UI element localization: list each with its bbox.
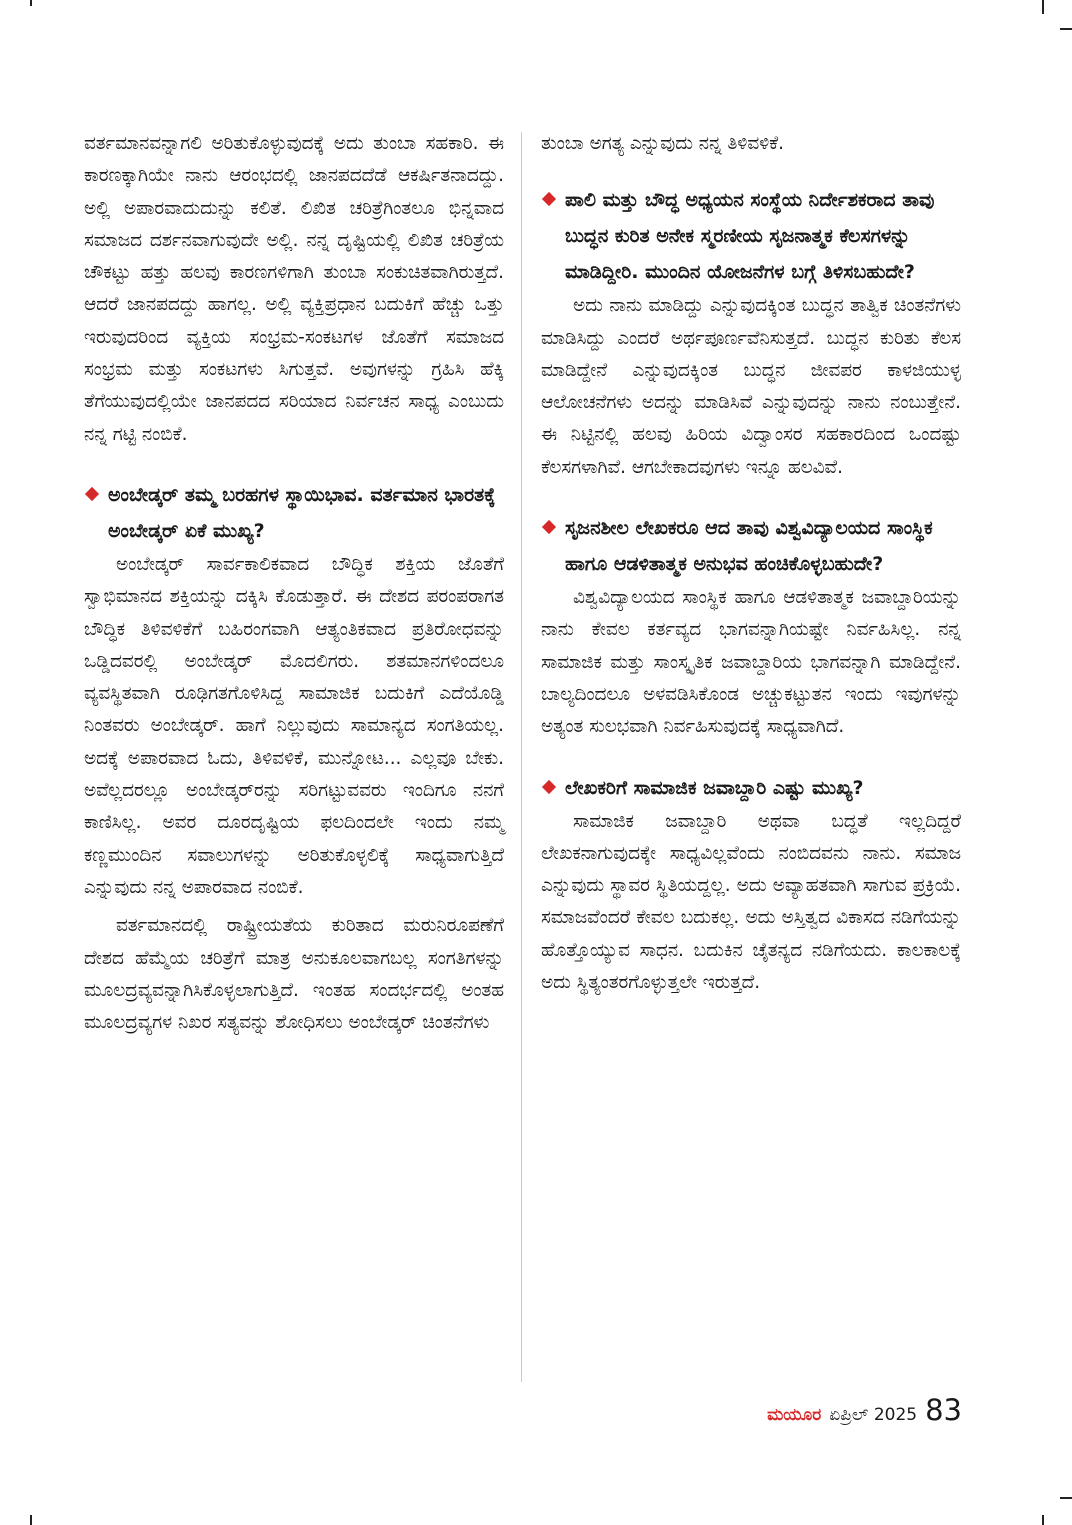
bullet-diamond-icon	[542, 779, 556, 793]
left-paragraph-2: ಅಂಬೇಡ್ಕರ್ ಸಾರ್ವಕಾಲಿಕವಾದ ಬೌದ್ಧಿಕ ಶಕ್ತಿಯ ಜೊತೆಗೆ ಸ್ವಾಭಿಮಾನದ ಶಕ್ತಿಯನ್ನು ದಕ್ಕಿಸಿ ಕೊಡುತ್ತಾರೆ. ಈ ದೇಶದ ಪರಂಪರಾಗತ ಬೌದ್ಧಿಕ ತಿಳಿವಳಿಕೆಗೆ ಬಹಿರಂಗವಾಗಿ ಆತ್ಯಂತಿಕವಾದ ಪ್ರತಿರೋಧವನ್ನು ಒಡ್ಡಿದವರಲ್ಲಿ ಅಂಬೇಡ್ಕರ್ ಮೊದಲಿಗರು. ಶತಮಾನಗಳಿಂದಲೂ ವ್ಯವಸ್ಥಿತವಾಗಿ ರೂಢಿಗತಗೊಳಿಸಿದ್ದ ಸಾಮಾಜಿಕ ಬದುಕಿಗೆ ಎದೆಯೊಡ್ಡಿ ನಿಂತವರು ಅಂಬೇಡ್ಕರ್. ಹಾಗೆ ನಿಲ್ಲುವುದು ಸಾಮಾನ್ಯದ ಸಂಗತಿಯಲ್ಲ. ಅದಕ್ಕೆ ಅಪಾರವಾದ ಓದು, ತಿಳಿವಳಿಕೆ, ಮುನ್ನೋಟ... ಎಲ್ಲವೂ ಬೇಕು. ಅವೆಲ್ಲದರಲ್ಲೂ ಅಂಬೇಡ್ಕರ್‌ರನ್ನು ಸರಿಗಟ್ಟುವವರು ಇಂದಿಗೂ ನನಗೆ ಕಾಣಿಸಿಲ್ಲ. ಅವರ ದೂರದೃಷ್ಟಿಯ ಫಲದಿಂದಲೇ ಇಂದು ನಮ್ಮ ಕಣ್ಣಮುಂದಿನ ಸವಾಲುಗಳನ್ನು ಅರಿತುಕೊಳ್ಳಲಿಕ್ಕೆ ಸಾಧ್ಯವಾಗುತ್ತಿದೆ ಎನ್ನುವುದು ನನ್ನ ಅಪಾರವಾದ ನಂಬಿಕೆ.	[84, 553, 504, 898]
issue-date: ಏಪ್ರಿಲ್ 2025	[829, 1405, 918, 1425]
left-paragraph-3: ವರ್ತಮಾನದಲ್ಲಿ ರಾಷ್ಟ್ರೀಯತೆಯ ಕುರಿತಾದ ಮರುನಿರೂಪಣೆಗೆ ದೇಶದ ಹೆಮ್ಮೆಯ ಚರಿತ್ರೆಗೆ ಮಾತ್ರ ಅನುಕೂಲವಾಗಬಲ್ಲ ಸಂಗತಿಗಳನ್ನು ಮೂಲದ್ರವ್ಯವನ್ನಾಗಿಸಿಕೊಳ್ಳಲಾಗುತ್ತಿದೆ. ಇಂತಹ ಸಂದರ್ಭದಲ್ಲಿ ಅಂತಹ ಮೂಲದ್ರವ್ಯಗಳ ನಿಖರ ಸತ್ಯವನ್ನು ಶೋಧಿಸಲು ಅಂಬೇಡ್ಕರ್ ಚಿಂತನೆಗಳು	[84, 915, 504, 1034]
left-question-1	[84, 477, 504, 549]
bullet-diamond-icon	[542, 192, 556, 206]
bullet-diamond-icon	[542, 520, 556, 534]
left-question-1-text: ಅಂಬೇಡ್ಕರ್ ತಮ್ಮ ಬರಹಗಳ ಸ್ಥಾಯಿಭಾವ. ವರ್ತಮಾನ ಭಾರತಕ್ಕೆ ಅಂಬೇಡ್ಕರ್ ಏಕೆ ಮುಖ್ಯ?	[108, 483, 496, 542]
right-question-2-text: ಸೃಜನಶೀಲ ಲೇಖಕರೂ ಆದ ತಾವು ವಿಶ್ವವಿದ್ಯಾಲಯದ ಸಾಂಸ್ಥಿಕ ಹಾಗೂ ಆಡಳಿತಾತ್ಮಕ ಅನುಭವ ಹಂಚಿಕೊಳ್ಳಬಹುದೇ?	[565, 517, 933, 576]
crop-mark-top-left	[30, 0, 32, 6]
right-question-3	[541, 770, 961, 806]
crop-mark-bottom-left	[30, 1515, 32, 1525]
right-question-2	[541, 510, 961, 582]
page-footer	[767, 1393, 962, 1427]
right-question-3-text: ಲೇಖಕರಿಗೆ ಸಾಮಾಜಿಕ ಜವಾಬ್ದಾರಿ ಎಷ್ಟು ಮುಖ್ಯ?	[565, 776, 864, 799]
crop-mark-right-lower	[1060, 1497, 1072, 1499]
bullet-diamond-icon	[85, 487, 99, 501]
column-divider	[521, 132, 522, 1382]
left-paragraph-1: ವರ್ತಮಾನವನ್ನಾಗಲಿ ಅರಿತುಕೊಳ್ಳುವುದಕ್ಕೆ ಅದು ತುಂಬಾ ಸಹಕಾರಿ. ಈ ಕಾರಣಕ್ಕಾಗಿಯೇ ನಾನು ಆರಂಭದಲ್ಲಿ ಜಾನಪದದೆಡೆ ಆಕರ್ಷಿತನಾದದ್ದು. ಅಲ್ಲಿ ಅಪಾರವಾದುದುನ್ನು ಕಲಿತೆ. ಲಿಖಿತ ಚರಿತ್ರೆಗಿಂತಲೂ ಭಿನ್ನವಾದ ಸಮಾಜದ ದರ್ಶನವಾಗುವುದೇ ಅಲ್ಲಿ. ನನ್ನ ದೃಷ್ಟಿಯಲ್ಲಿ ಲಿಖಿತ ಚರಿತ್ರೆಯ ಚೌಕಟ್ಟು ಹತ್ತು ಹಲವು ಕಾರಣಗಳಿಗಾಗಿ ತುಂಬಾ ಸಂಕುಚಿತವಾಗಿರುತ್ತದೆ. ಆದರೆ ಜಾನಪದದ್ದು ಹಾಗಲ್ಲ. ಅಲ್ಲಿ ವ್ಯಕ್ತಿಪ್ರಧಾನ ಬದುಕಿಗೆ ಹೆಚ್ಚು ಒತ್ತು ಇರುವುದರಿಂದ ವ್ಯಕ್ತಿಯ ಸಂಭ್ರಮ-ಸಂಕಟಗಳ ಜೊತೆಗೆ ಸಮಾಜದ ಸಂಭ್ರಮ ಮತ್ತು ಸಂಕಟಗಳು ಸಿಗುತ್ತವೆ. ಅವುಗಳನ್ನು ಗ್ರಹಿಸಿ ಹೆಕ್ಕಿ ತೆಗೆಯುವುದಲ್ಲಿಯೇ ಜಾನಪದದ ಸರಿಯಾದ ನಿರ್ವಚನ ಸಾಧ್ಯ ಎಂಬುದು ನನ್ನ ಗಟ್ಟಿ ನಂಬಿಕೆ.	[84, 133, 504, 445]
right-paragraph-4: ಸಾಮಾಜಿಕ ಜವಾಬ್ದಾರಿ ಅಥವಾ ಬದ್ಧತೆ ಇಲ್ಲದಿದ್ದರೆ ಲೇಖಕನಾಗುವುದಕ್ಕೇ ಸಾಧ್ಯವಿಲ್ಲವೆಂದು ನಂಬಿದವನು ನಾನು. ಸಮಾಜ ಎನ್ನುವುದು ಸ್ಥಾವರ ಸ್ಥಿತಿಯದ್ದಲ್ಲ. ಅದು ಅವ್ಯಾಹತವಾಗಿ ಸಾಗುವ ಪ್ರಕ್ರಿಯೆ. ಸಮಾಜವೆಂದರೆ ಕೇವಲ ಬದುಕಲ್ಲ. ಅದು ಅಸ್ತಿತ್ವದ ವಿಕಾಸದ ನಡಿಗೆಯನ್ನು ಹೊತ್ತೊಯ್ಯುವ ಸಾಧನ. ಬದುಕಿನ ಚೈತನ್ಯದ ನಡಿಗೆಯದು. ಕಾಲಕಾಲಕ್ಕೆ ಅದು ಸ್ಥಿತ್ಯಂತರಗೊಳ್ಳುತ್ತಲೇ ಇರುತ್ತದೆ.	[541, 810, 961, 994]
magazine-logo: ಮಯೂರ	[767, 1405, 822, 1425]
right-question-1	[541, 182, 961, 290]
left-column	[84, 128, 504, 1039]
page-number: 83	[925, 1393, 962, 1427]
right-paragraph-2: ಅದು ನಾನು ಮಾಡಿದ್ದು ಎನ್ನುವುದಕ್ಕಿಂತ ಬುದ್ಧನ ತಾತ್ವಿಕ ಚಿಂತನೆಗಳು ಮಾಡಿಸಿದ್ದು ಎಂದರೆ ಅರ್ಥಪೂರ್ಣವೆನಿಸುತ್ತದೆ. ಬುದ್ಧನ ಕುರಿತು ಕೆಲಸ ಮಾಡಿದ್ದೇನೆ ಎನ್ನುವುದಕ್ಕಿಂತ ಬುದ್ಧನ ಜೀವಪರ ಕಾಳಜಿಯುಳ್ಳ ಆಲೋಚನೆಗಳು ಅದನ್ನು ಮಾಡಿಸಿವೆ ಎನ್ನುವುದನ್ನು ನಾನು ನಂಬುತ್ತೇನೆ. ಈ ನಿಟ್ಟಿನಲ್ಲಿ ಹಲವು ಹಿರಿಯ ವಿದ್ವಾಂಸರ ಸಹಕಾರದಿಂದ ಒಂದಷ್ಟು ಕೆಲಸಗಳಾಗಿವೆ. ಆಗಬೇಕಾದವುಗಳು ಇನ್ನೂ ಹಲವಿವೆ.	[541, 295, 961, 478]
right-paragraph-1: ತುಂಬಾ ಅಗತ್ಯ ಎನ್ನುವುದು ನನ್ನ ತಿಳಿವಳಿಕೆ.	[541, 133, 785, 154]
right-paragraph-3: ವಿಶ್ವವಿದ್ಯಾಲಯದ ಸಾಂಸ್ಥಿಕ ಹಾಗೂ ಆಡಳಿತಾತ್ಮಕ ಜವಾಬ್ದಾರಿಯನ್ನು ನಾನು ಕೇವಲ ಕರ್ತವ್ಯದ ಭಾಗವನ್ನಾಗಿಯಷ್ಟೇ ನಿರ್ವಹಿಸಿಲ್ಲ. ನನ್ನ ಸಾಮಾಜಿಕ ಮತ್ತು ಸಾಂಸ್ಕೃತಿಕ ಜವಾಬ್ದಾರಿಯ ಭಾಗವನ್ನಾಗಿ ಮಾಡಿದ್ದೇನೆ. ಬಾಲ್ಯದಿಂದಲೂ ಅಳವಡಿಸಿಕೊಂಡ ಅಚ್ಚುಕಟ್ಟುತನ ಇಂದು ಇವುಗಳನ್ನು ಅತ್ಯಂತ ಸುಲಭವಾಗಿ ನಿರ್ವಹಿಸುವುದಕ್ಕೆ ಸಾಧ್ಯವಾಗಿದೆ.	[541, 587, 961, 738]
crop-mark-top-right	[1042, 0, 1044, 14]
crop-mark-bottom-right	[1042, 1515, 1044, 1525]
right-column	[541, 128, 961, 999]
right-question-1-text: ಪಾಲಿ ಮತ್ತು ಬೌದ್ಧ ಅಧ್ಯಯನ ಸಂಸ್ಥೆಯ ನಿರ್ದೇಶಕರಾದ ತಾವು ಬುದ್ಧನ ಕುರಿತ ಅನೇಕ ಸ್ಮರಣೀಯ ಸೃಜನಾತ್ಮಕ ಕೆಲಸಗಳನ್ನು ಮಾಡಿದ್ದೀರಿ. ಮುಂದಿನ ಯೋಜನೆಗಳ ಬಗ್ಗೆ ತಿಳಿಸಬಹುದೇ?	[565, 189, 935, 284]
crop-mark-right-upper	[1060, 28, 1072, 30]
